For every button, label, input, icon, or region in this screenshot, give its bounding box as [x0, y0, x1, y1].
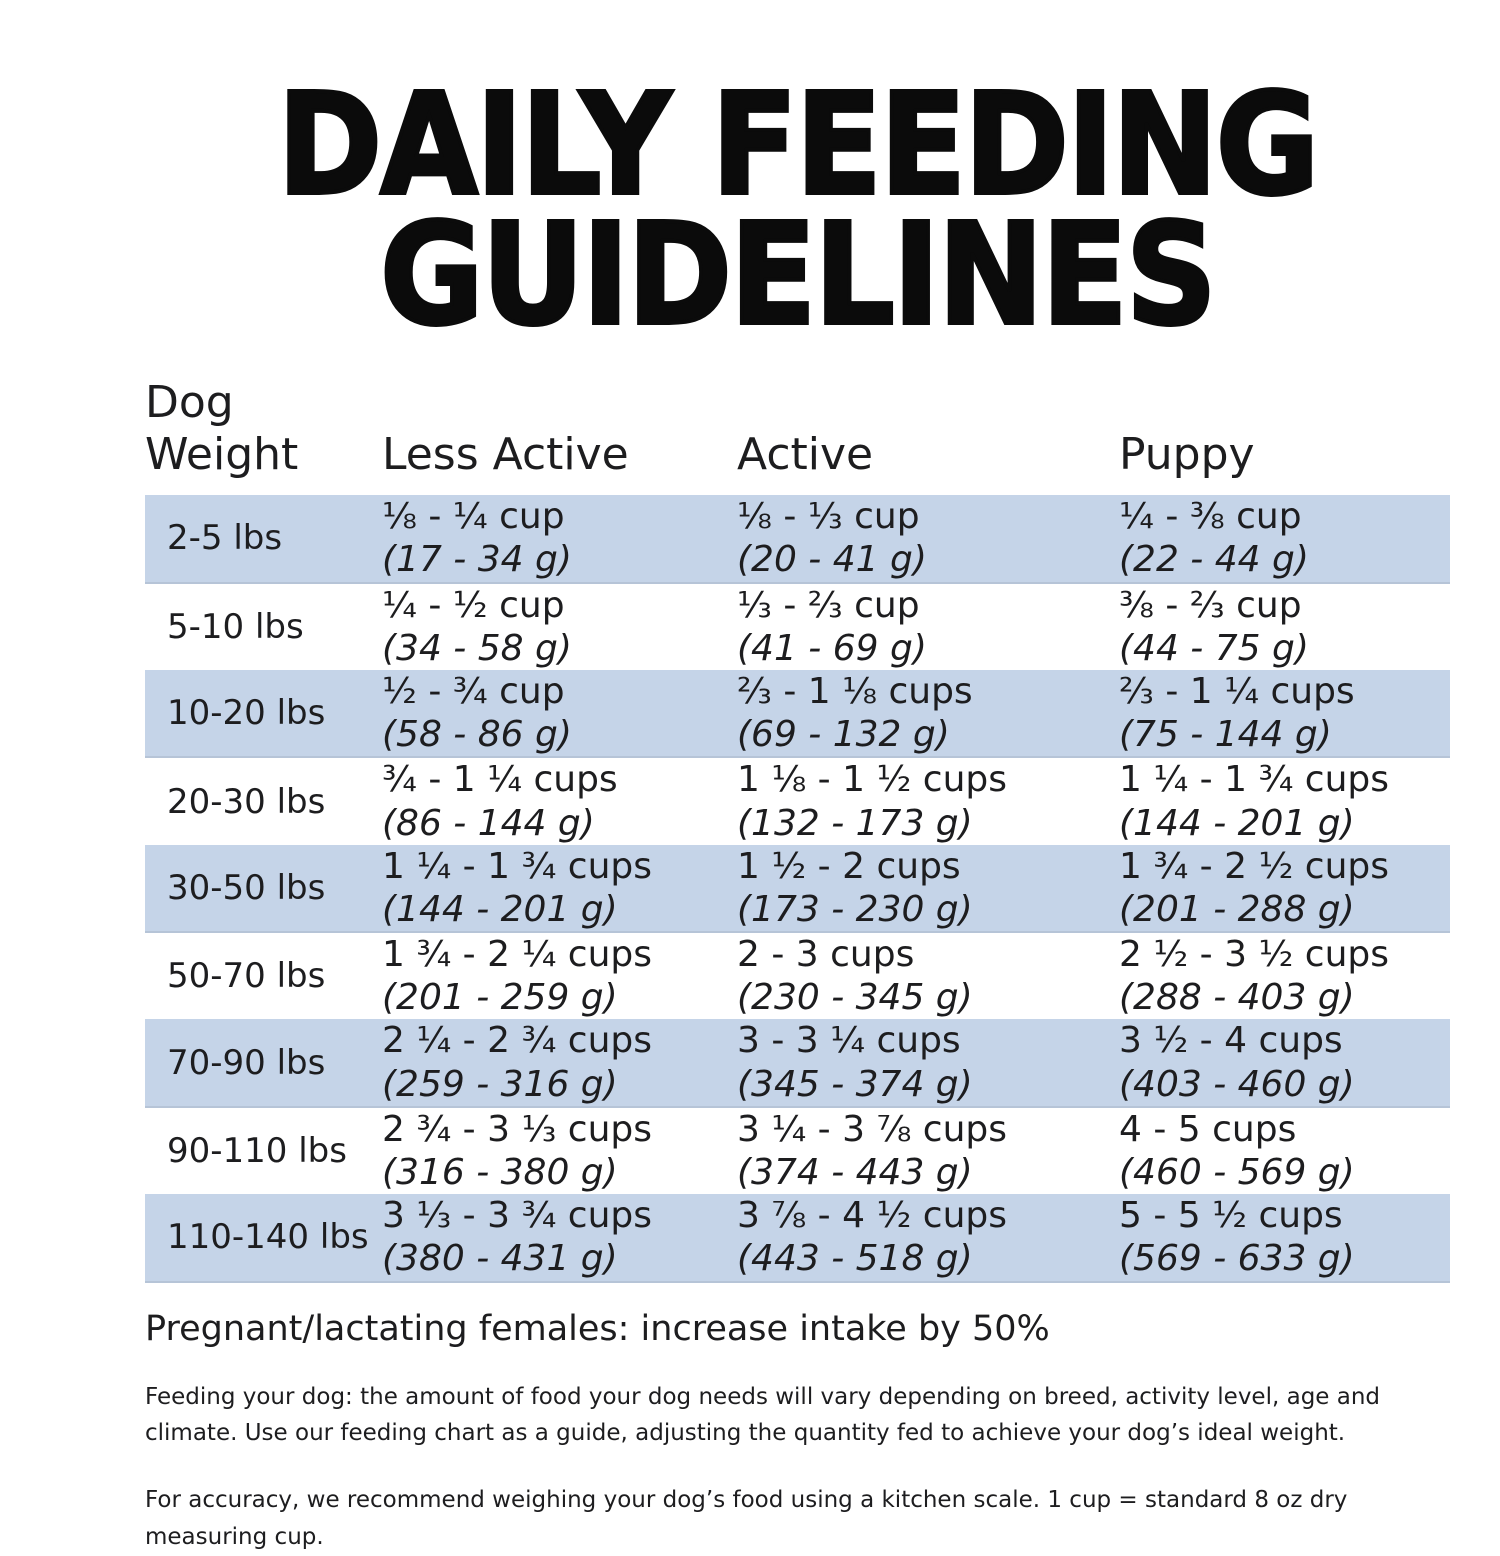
- content-area: [145, 0, 1450, 1556]
- grams-range: (345 - 374 g): [737, 1063, 973, 1105]
- cups-range: 3 ½ - 4 cups: [1119, 1020, 1343, 1062]
- cups-range: 3 ¼ - 3 ⅞ cups: [737, 1108, 1008, 1150]
- column-header-dog-weight: [145, 377, 382, 481]
- cups-range: ⅛ - ¼ cup: [382, 496, 565, 538]
- grams-range: (230 - 345 g): [737, 977, 973, 1019]
- cups-range: ¼ - ⅜ cup: [1119, 496, 1302, 538]
- weight-cell: 20-30 lbs: [167, 781, 326, 822]
- active-cell: [737, 845, 1119, 931]
- puppy-cell: [1119, 1194, 1450, 1280]
- grams-range: (374 - 443 g): [737, 1152, 973, 1193]
- grams-range: (316 - 380 g): [382, 1152, 618, 1193]
- less-active-cell: [382, 495, 737, 581]
- cups-range: 1 ¾ - 2 ¼ cups: [382, 934, 653, 976]
- page-title: [210, 64, 1385, 358]
- pregnant-note: Pregnant/lactating females: increase intake by 50%: [145, 1308, 1050, 1349]
- cups-range: ⅔ - 1 ¼ cups: [1119, 670, 1355, 712]
- table-row: [145, 845, 1450, 933]
- cups-range: 1 ⅛ - 1 ½ cups: [737, 759, 1008, 801]
- accuracy-note-line2: measuring cup.: [145, 1523, 324, 1550]
- cups-range: 2 ¾ - 3 ⅓ cups: [382, 1108, 653, 1150]
- cups-range: 1 ½ - 2 cups: [737, 845, 961, 887]
- weight-cell: 50-70 lbs: [167, 956, 326, 997]
- table-row: [145, 670, 1450, 758]
- active-cell: [737, 670, 1119, 756]
- weight-cell: 30-50 lbs: [167, 867, 326, 908]
- grams-range: (41 - 69 g): [737, 627, 927, 669]
- less-active-cell: [382, 584, 737, 670]
- less-active-cell: [382, 845, 737, 931]
- weight-cell: 110-140 lbs: [167, 1217, 369, 1258]
- active-cell: [737, 933, 1119, 1019]
- column-header-puppy: Puppy: [1119, 429, 1255, 481]
- active-cell: [737, 1194, 1119, 1280]
- grams-range: (34 - 58 g): [382, 627, 572, 669]
- weight-cell: 90-110 lbs: [167, 1131, 347, 1171]
- table-row: [145, 1194, 1450, 1282]
- grams-range: (69 - 132 g): [737, 714, 950, 756]
- grams-range: (259 - 316 g): [382, 1063, 618, 1105]
- table-row: [145, 584, 1450, 670]
- less-active-cell: [382, 758, 737, 844]
- column-header-less-active: Less Active: [382, 429, 629, 481]
- puppy-cell: [1119, 845, 1450, 931]
- grams-range: (58 - 86 g): [382, 714, 572, 756]
- grams-range: (132 - 173 g): [737, 802, 973, 844]
- cups-range: 4 - 5 cups: [1119, 1108, 1297, 1150]
- cups-range: ¾ - 1 ¼ cups: [382, 759, 618, 801]
- feeding-note-line1: Feeding your dog: the amount of food your dog needs will vary depending on breed, activity level, age and: [145, 1383, 1381, 1410]
- grams-range: (86 - 144 g): [382, 802, 595, 844]
- grams-range: (144 - 201 g): [382, 888, 618, 930]
- cups-range: ⅓ - ⅔ cup: [737, 584, 920, 626]
- weight-cell: 5-10 lbs: [167, 606, 304, 647]
- weight-cell: 2-5 lbs: [167, 518, 283, 559]
- weight-cell: 10-20 lbs: [167, 693, 326, 734]
- puppy-cell: [1119, 495, 1450, 581]
- table-header-row: [145, 377, 1450, 495]
- table-row: [145, 495, 1450, 583]
- less-active-cell: [382, 1108, 737, 1194]
- puppy-cell: [1119, 1019, 1450, 1105]
- puppy-cell: [1119, 584, 1450, 670]
- accuracy-note: [145, 1482, 1450, 1556]
- active-cell: [737, 758, 1119, 844]
- grams-range: (20 - 41 g): [737, 539, 927, 581]
- grams-range: (22 - 44 g): [1119, 539, 1309, 581]
- cups-range: 2 ¼ - 2 ¾ cups: [382, 1020, 653, 1062]
- active-cell: [737, 584, 1119, 670]
- accuracy-note-line1: For accuracy, we recommend weighing your dog’s food using a kitchen scale. 1 cup = standard 8 oz dry: [145, 1487, 1348, 1514]
- grams-range: (403 - 460 g): [1119, 1063, 1355, 1105]
- cups-range: 1 ¼ - 1 ¾ cups: [382, 845, 653, 887]
- column-header-active: Active: [737, 429, 874, 481]
- grams-range: (380 - 431 g): [382, 1238, 618, 1280]
- feeding-note: [145, 1379, 1450, 1453]
- grams-range: (201 - 259 g): [382, 977, 618, 1019]
- puppy-cell: [1119, 1108, 1450, 1194]
- cups-range: ½ - ¾ cup: [382, 670, 565, 712]
- grams-range: (460 - 569 g): [1119, 1152, 1355, 1193]
- grams-range: (443 - 518 g): [737, 1238, 973, 1280]
- table-row: [145, 1108, 1450, 1194]
- table-row: [145, 933, 1450, 1019]
- cups-range: ⅔ - 1 ⅛ cups: [737, 670, 973, 712]
- grams-range: (17 - 34 g): [382, 539, 572, 581]
- active-cell: [737, 1019, 1119, 1105]
- cups-range: 3 - 3 ¼ cups: [737, 1020, 961, 1062]
- grams-range: (201 - 288 g): [1119, 888, 1355, 930]
- puppy-cell: [1119, 758, 1450, 844]
- header-dog: Dog: [145, 377, 234, 429]
- active-cell: [737, 1108, 1119, 1194]
- puppy-cell: [1119, 933, 1450, 1019]
- page-title-line2: GUIDELINES: [380, 194, 1215, 358]
- less-active-cell: [382, 670, 737, 756]
- grams-range: (44 - 75 g): [1119, 627, 1309, 669]
- cups-range: ⅜ - ⅔ cup: [1119, 584, 1302, 626]
- cups-range: 1 ¾ - 2 ½ cups: [1119, 845, 1390, 887]
- grams-range: (144 - 201 g): [1119, 802, 1355, 844]
- cups-range: 2 - 3 cups: [737, 934, 915, 976]
- header-weight: Weight: [145, 429, 299, 481]
- grams-range: (173 - 230 g): [737, 888, 973, 930]
- grams-range: (75 - 144 g): [1119, 714, 1332, 756]
- less-active-cell: [382, 1019, 737, 1105]
- less-active-cell: [382, 1194, 737, 1280]
- table-row: [145, 1019, 1450, 1107]
- grams-range: (288 - 403 g): [1119, 977, 1355, 1019]
- weight-cell: 70-90 lbs: [167, 1042, 326, 1083]
- cups-range: 3 ⅓ - 3 ¾ cups: [382, 1195, 653, 1237]
- active-cell: [737, 495, 1119, 581]
- cups-range: 5 - 5 ½ cups: [1119, 1195, 1343, 1237]
- grams-range: (569 - 633 g): [1119, 1238, 1355, 1280]
- page-title-line1: DAILY FEEDING: [277, 64, 1318, 227]
- feeding-table: [145, 377, 1450, 1282]
- cups-range: 2 ½ - 3 ½ cups: [1119, 934, 1390, 976]
- cups-range: 3 ⅞ - 4 ½ cups: [737, 1195, 1008, 1237]
- cups-range: ¼ - ½ cup: [382, 584, 565, 626]
- feeding-note-line2: climate. Use our feeding chart as a guide, adjusting the quantity fed to achieve your dog’s ideal weight.: [145, 1420, 1346, 1447]
- cups-range: ⅛ - ⅓ cup: [737, 496, 920, 538]
- table-row: [145, 758, 1450, 844]
- cups-range: 1 ¼ - 1 ¾ cups: [1119, 759, 1390, 801]
- less-active-cell: [382, 933, 737, 1019]
- puppy-cell: [1119, 670, 1450, 756]
